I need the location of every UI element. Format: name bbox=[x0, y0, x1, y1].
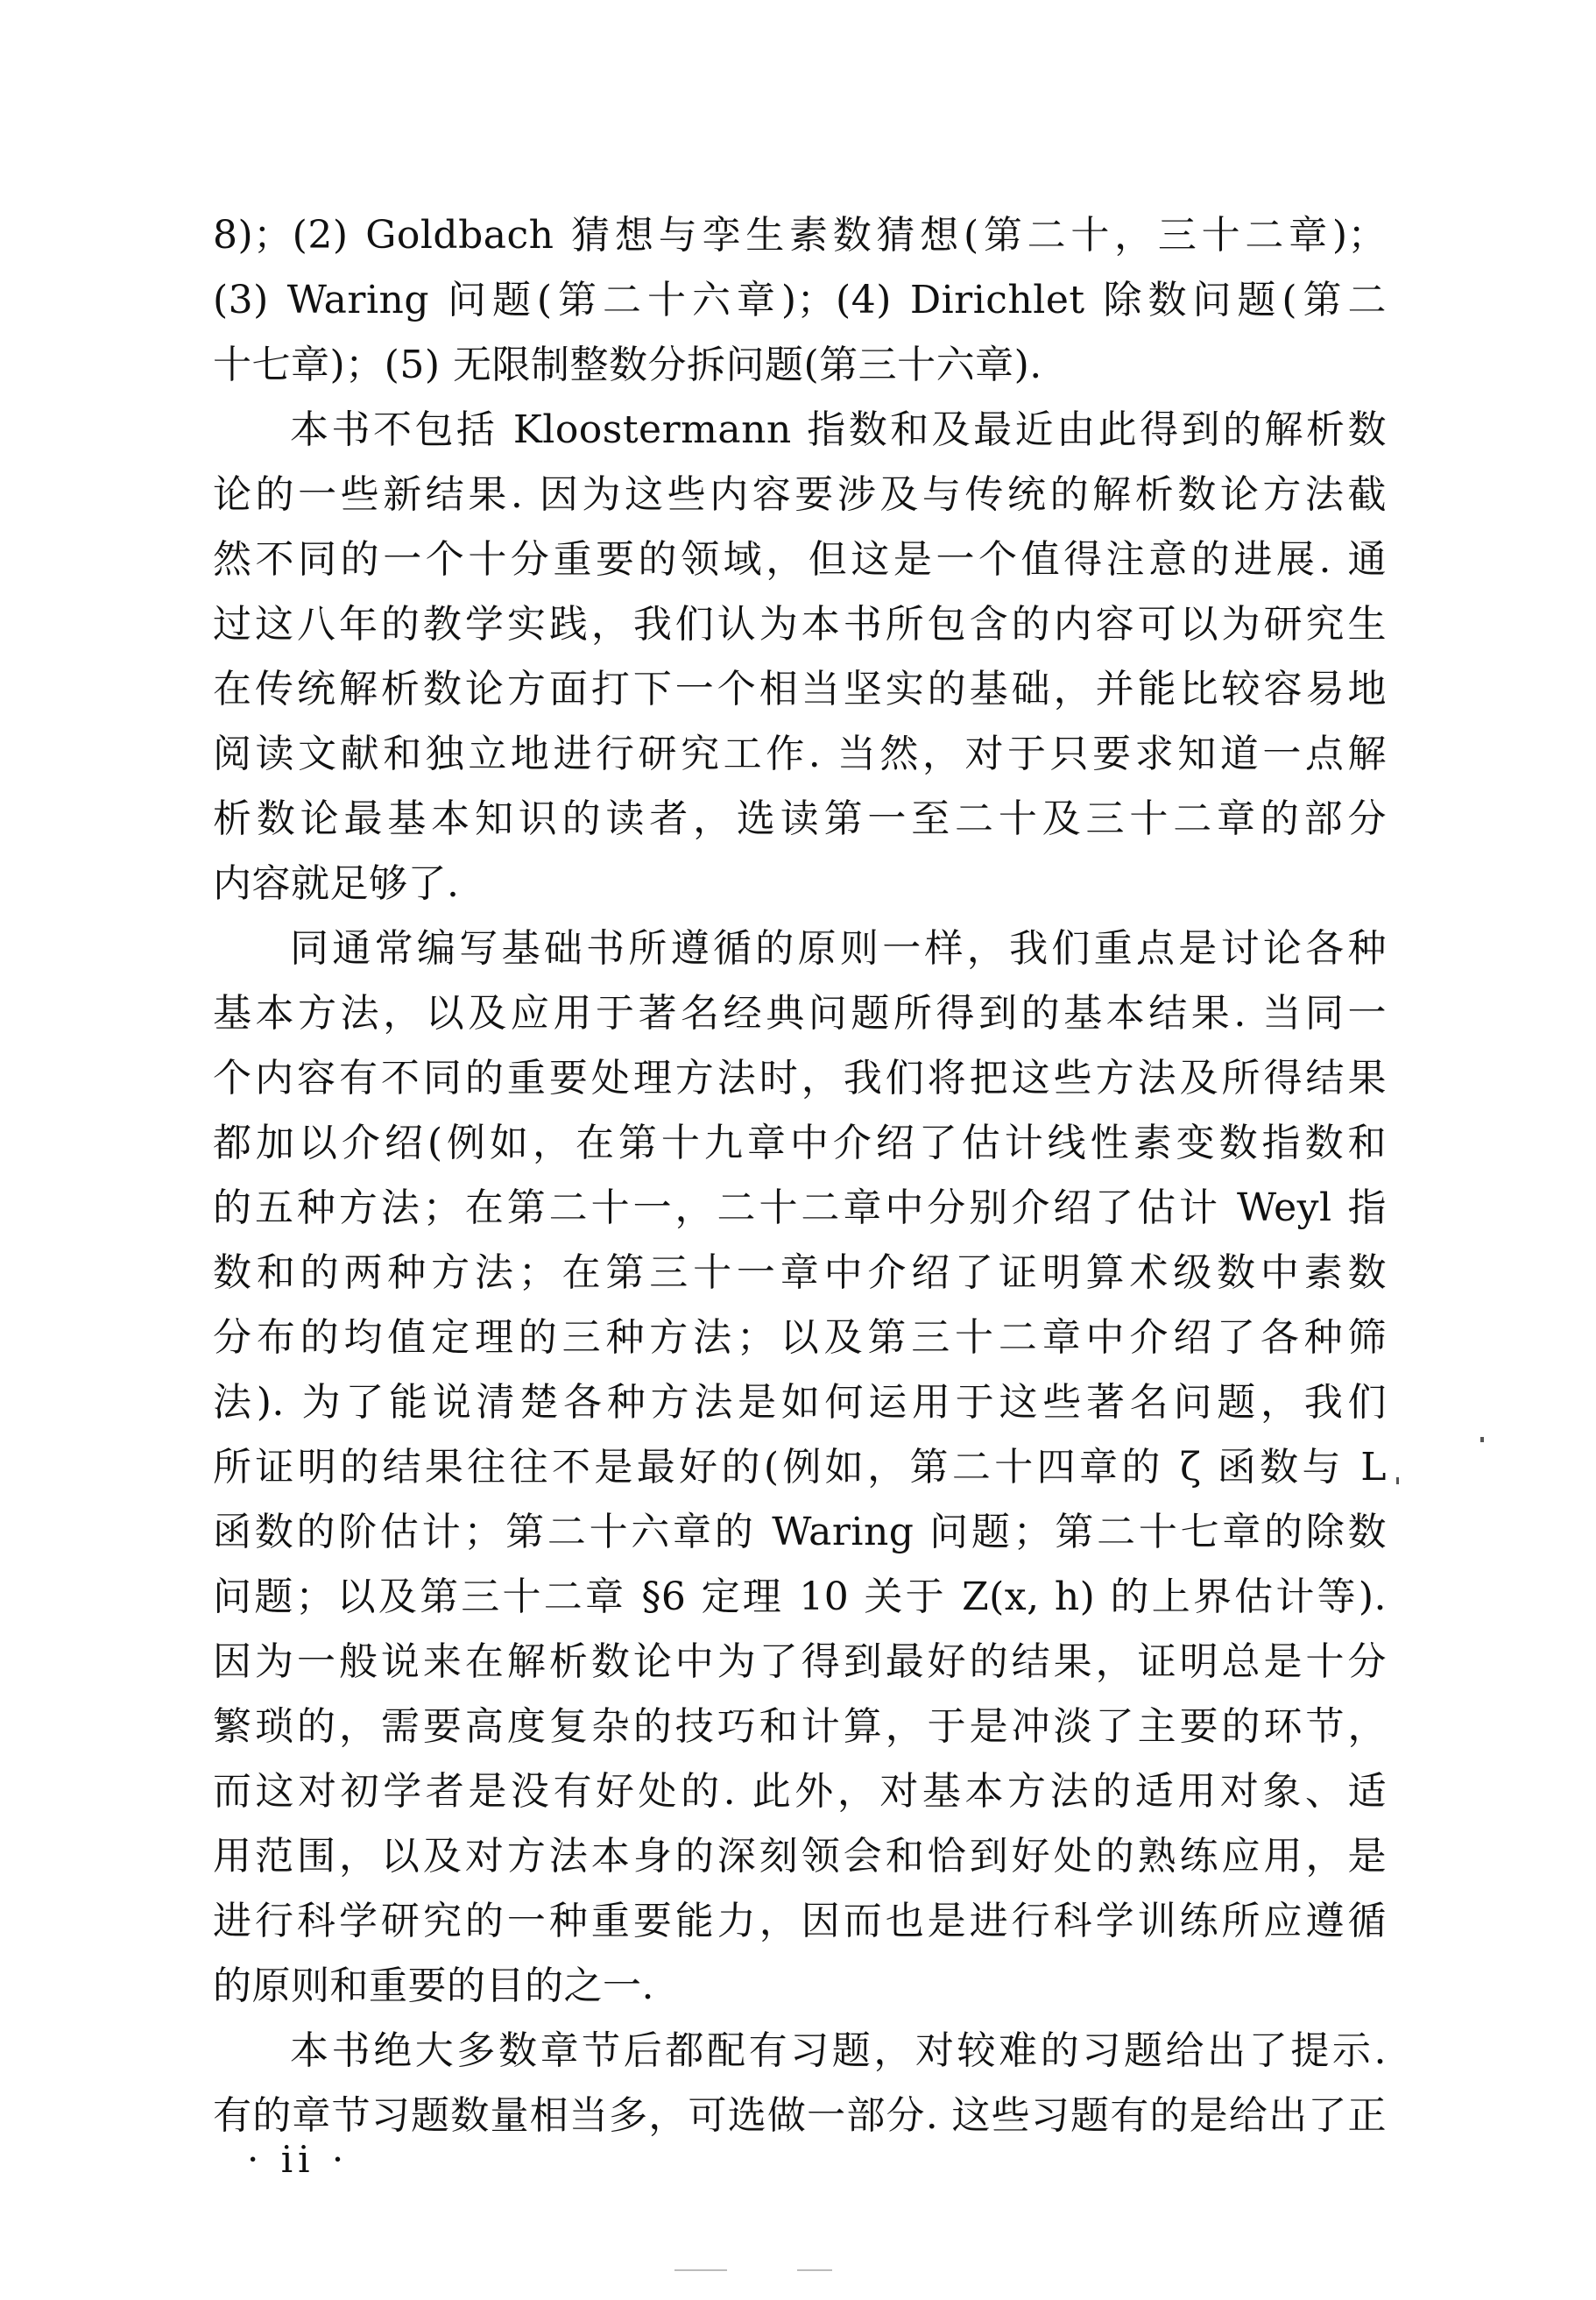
text-line: 因为一般说来在解析数论中为了得到最好的结果，证明总是十分 bbox=[213, 1639, 1387, 1684]
text-line: 析数论最基本知识的读者，选读第一至二十及三十二章的部分 bbox=[213, 796, 1387, 841]
text-line: 论的一些新结果. 因为这些内容要涉及与传统的解析数论方法截 bbox=[213, 472, 1387, 517]
scan-speck bbox=[797, 2269, 832, 2271]
text-line: 都加以介绍(例如，在第十九章中介绍了估计线性素变数指数和 bbox=[213, 1121, 1387, 1165]
text-line: 基本方法，以及应用于著名经典问题所得到的基本结果. 当同一 bbox=[213, 991, 1387, 1036]
body-text bbox=[213, 203, 1387, 2148]
text-line: 的原则和重要的目的之一. bbox=[213, 1964, 654, 2008]
text-line: 分布的均值定理的三种方法；以及第三十二章中介绍了各种筛 bbox=[213, 1315, 1387, 1360]
text-line: 所证明的结果往往不是最好的(例如，第二十四章的 ζ 函数与 L bbox=[213, 1445, 1387, 1490]
scan-speck bbox=[1480, 1437, 1484, 1442]
text-line: 繁琐的，需要高度复杂的技巧和计算，于是冲淡了主要的环节， bbox=[213, 1704, 1387, 1749]
text-line: 函数的阶估计；第二十六章的 Waring 问题；第二十七章的除数 bbox=[213, 1510, 1387, 1554]
text-line: 本书不包括 Kloostermann 指数和及最近由此得到的解析数 bbox=[290, 407, 1387, 452]
text-line: 数和的两种方法；在第三十一章中介绍了证明算术级数中素数 bbox=[213, 1250, 1387, 1295]
page-number: · ii · bbox=[247, 2138, 350, 2181]
text-line: 然不同的一个十分重要的领域，但这是一个值得注意的进展. 通 bbox=[213, 537, 1387, 582]
text-line: 而这对初学者是没有好处的. 此外，对基本方法的适用对象、适 bbox=[213, 1769, 1387, 1814]
text-line: 同通常编写基础书所遵循的原则一样，我们重点是讨论各种 bbox=[290, 926, 1387, 971]
text-line: 阅读文献和独立地进行研究工作. 当然，对于只要求知道一点解 bbox=[213, 732, 1387, 776]
text-line: 问题；以及第三十二章 §6 定理 10 关于 Z(x, h) 的上界估计等). bbox=[213, 1575, 1387, 1619]
text-line: 过这八年的教学实践，我们认为本书所包含的内容可以为研究生 bbox=[213, 602, 1387, 647]
text-line: 8)；(2) Goldbach 猜想与孪生素数猜想(第二十，三十二章)； bbox=[213, 213, 1387, 258]
text-line: (3) Waring 问题(第二十六章)；(4) Dirichlet 除数问题(第二 bbox=[213, 278, 1387, 322]
scan-speck bbox=[674, 2269, 727, 2271]
text-line: 用范围，以及对方法本身的深刻领会和恰到好处的熟练应用，是 bbox=[213, 1834, 1387, 1879]
text-line: 个内容有不同的重要处理方法时，我们将把这些方法及所得结果 bbox=[213, 1056, 1387, 1100]
text-line: 内容就足够了. bbox=[213, 861, 460, 906]
text-line: 的五种方法；在第二十一，二十二章中分别介绍了估计 Weyl 指 bbox=[213, 1185, 1387, 1230]
text-line: 进行科学研究的一种重要能力，因而也是进行科学训练所应遵循 bbox=[213, 1899, 1387, 1943]
text-line: 十七章)；(5) 无限制整数分拆问题(第三十六章). bbox=[213, 343, 1042, 387]
text-line: 在传统解析数论方面打下一个相当坚实的基础，并能比较容易地 bbox=[213, 667, 1387, 711]
text-line: 法). 为了能说清楚各种方法是如何运用于这些著名问题，我们 bbox=[213, 1380, 1387, 1425]
text-line: 有的章节习题数量相当多，可选做一部分. 这些习题有的是给出了正 bbox=[213, 2093, 1387, 2138]
text-line: 本书绝大多数章节后都配有习题，对较难的习题给出了提示. bbox=[290, 2028, 1387, 2073]
scan-speck bbox=[1396, 1477, 1399, 1484]
